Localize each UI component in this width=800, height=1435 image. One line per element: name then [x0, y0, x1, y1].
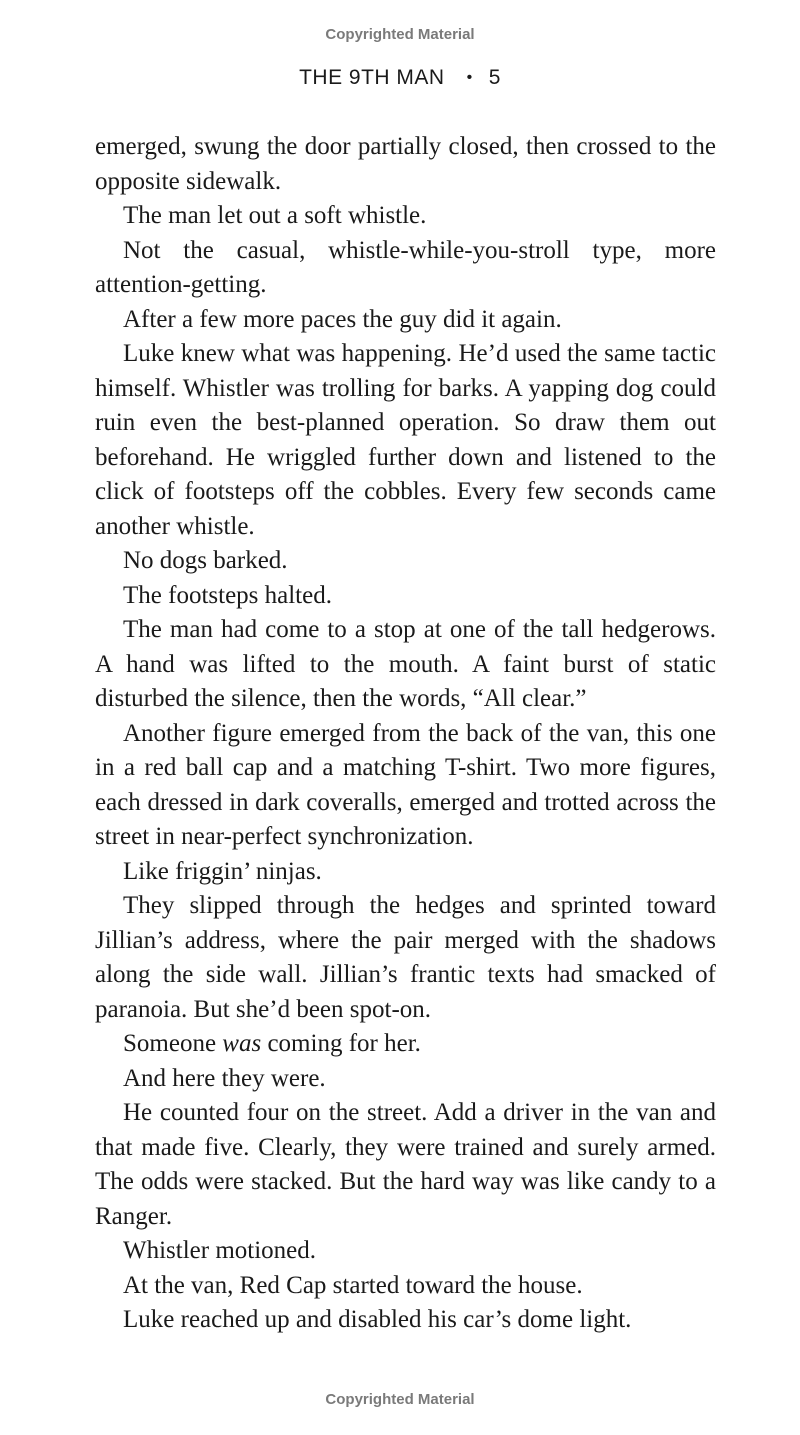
paragraph: He counted four on the street. Add a driver in the van and that made five. Clearly, they were trained and surely armed. The odds were stacked. But the hard way was like candy to a Ranger.	[95, 1099, 716, 1230]
emphasis-after: coming for her.	[261, 1030, 421, 1057]
paragraph: The man had come to a stop at one of the tall hedgerows. A hand was lifted to the mouth. A faint burst of static disturbed the silence, then the words, “All clear.”	[95, 616, 716, 712]
page-number: 5	[488, 66, 501, 89]
paragraph: Whistler motioned.	[123, 1237, 317, 1264]
paragraph: They slipped through the hedges and sprinted toward Jillian’s address, where the pair merged with the shadows along the side wall. Jillian’s frantic texts had smacked of paranoia. But she’d been spot-on.	[95, 892, 716, 1023]
paragraph: Not the casual, whistle-while-you-stroll type, more attention-getting.	[95, 236, 716, 298]
paragraph: Another figure emerged from the back of the van, this one in a red ball cap and a matching T-shirt. Two more figures, each dressed in dark coveralls, emerged and trotted across the street in near-perfect synchronization.	[95, 719, 716, 850]
paragraph: The man let out a soft whistle.	[123, 202, 427, 229]
copyright-watermark-bottom: Copyrighted Material	[325, 1391, 475, 1408]
paragraph: Like friggin’ ninjas.	[123, 857, 322, 885]
emphasis-before: Someone	[123, 1030, 223, 1057]
copyright-watermark-top: Copyrighted Material	[325, 26, 475, 43]
body-text	[95, 130, 716, 1338]
paragraph: The footsteps halted.	[123, 581, 332, 609]
paragraph-emphasis	[95, 1027, 716, 1062]
paragraph: After a few more paces the guy did it again.	[123, 305, 562, 333]
paragraph: Luke reached up and disabled his car’s dome light.	[123, 1306, 632, 1333]
paragraph: At the van, Red Cap started toward the house.	[123, 1271, 583, 1299]
paragraph: Luke knew what was happening. He’d used the same tactic himself. Whistler was trolling for barks. A yapping dog could ruin even the best-planned operation. So draw them out beforehand. He wriggled further down and listened to the click of footsteps off the cobbles. Every few seconds came another whistle.	[95, 340, 716, 540]
emphasis-word: was	[222, 1030, 262, 1057]
paragraph: And here they were.	[123, 1064, 326, 1092]
running-header	[0, 66, 800, 90]
header-separator: •	[466, 69, 473, 86]
paragraph: No dogs barked.	[123, 547, 288, 574]
book-title: THE 9TH MAN	[299, 66, 445, 89]
paragraph-continued: emerged, swung the door partially closed, then crossed to the opposite sidewalk.	[95, 133, 716, 195]
